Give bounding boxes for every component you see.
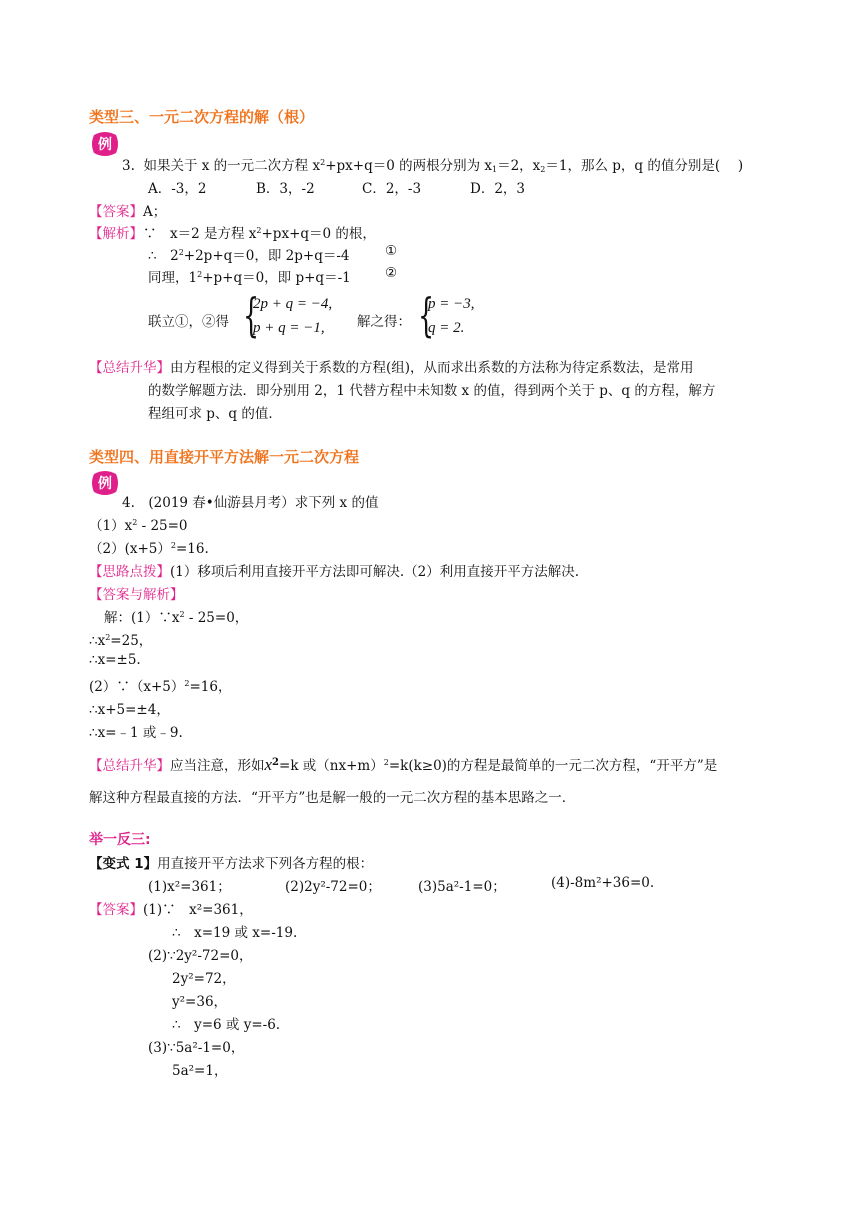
q-text-part: +px+q＝0 的两根分别为 x [325,158,492,174]
summary-tag: 【总结升华】 [89,360,170,376]
section4-summary-line-1: 【总结升华】应当注意，形如$x^2=k$ 或$(nx+m)^2=k(k\ge 0)$的方程是最简单的一元二次方程，“开平方”是 [89,755,718,774]
section3-title: 类型三、一元二次方程的解（根） [89,108,315,126]
variant-text: 用直接开平方法求下列各方程的根： [157,856,374,872]
analysis-text: +2p+q＝0，即 2p+q＝-4 [183,248,350,264]
answer-line [89,200,166,220]
eq-text: - 25=0 [137,518,188,534]
analysis-line-2: ∴ $2^2+2p+q=0$，即 2p+q＝-4 [148,248,350,264]
practice-answer-line-3: (2)∵2y²-72=0， [148,948,253,964]
solution-text: (2）∵（x+5） [89,679,185,695]
solution-line-1: 解：$(1)\because x^2 - 25=0$， [104,610,249,626]
answer-value: A； [143,204,167,220]
variant-tag: 【变式 1】 [89,856,158,872]
analysis-line-3: 同理，$1^2+p+q=0$，即 p+q＝-1 [148,270,351,286]
hint-line [89,560,579,580]
hint-tag: 【思路点拨】 [89,564,170,580]
eq-text: （2）(x+5） [89,541,171,557]
example-badge-icon [90,470,120,496]
practice-answer-line-4: 2y²=72， [172,971,236,987]
analysis-text: ∴ 2 [148,248,179,264]
analysis-text: ∵ x＝2 是方程 x [143,226,257,242]
question-3: 3. 如果关于 x 的一元二次方程 $x^2+px+q=0$ 的两根分别为 $x_1=2$，$x_2=1$，那么 p，q 的值分别是( ) [122,158,744,174]
solution-line-4: $(2)\because(x+5)^2=16$， [89,679,232,695]
analysis-text: +px+q＝0 的根， [261,226,376,242]
svg-text:例: 例 [98,137,112,153]
variant-item-4: (4)-8m²+36=0. [551,875,655,891]
analysis-tag: 【解析】 [89,226,143,242]
solution-text: - 25=0， [184,610,249,626]
equation-1: $(1)x^2 - 25=0$ [89,518,188,534]
summary-text: =k 或（nx+m） [279,758,384,774]
eq-text: =16. [175,541,209,557]
practice-answer-line-2: ∴ x=19 或 x=-19. [172,925,298,941]
solution-text: =16， [189,679,232,695]
variant-item-1: (1)x²=361； [148,879,231,895]
analysis-line-1: 【解析】∵ x＝2 是方程 $x^2+px+q=0$ 的根， [89,226,376,242]
practice-answer-line-5: y²=36， [172,994,228,1010]
answer-text: (1)∵ x²=361， [143,902,253,918]
practice-answer-line-6: ∴ y=6 或 y=-6. [172,1017,281,1033]
system-lead: 联立①，②得 [148,314,229,330]
svg-text:例: 例 [98,476,112,492]
option-b: B．3，-2 [256,181,315,197]
summary-line-2: 的数学解题方法．即分别用 2，1 代替方程中未知数 x 的值，得到两个关于 p、q 的方程，解方 [148,383,716,399]
brace-icon: { [243,288,260,342]
circle-marker-1: ① [385,243,398,259]
brace-icon: { [418,288,435,342]
system2-row1: p = −3, [428,296,475,312]
eq-text: （1）x [89,518,133,534]
analysis-text: +p+q＝0，即 p+q＝-1 [202,270,351,286]
variant-item-3: (3)5a²-1=0； [418,879,506,895]
q-text-part: ＝2，x [497,158,541,174]
system1-row2: p + q = −1, [253,320,325,336]
solution-line-2: $\therefore x^2=25$， [89,633,153,649]
option-a: A．-3，2 [148,181,207,197]
practice-title: 举一反三: [89,832,151,848]
solution-line-5: ∴x+5=±4， [89,702,170,718]
section4-summary-line-2: 解这种方程最直接的方法．“开平方”也是解一般的一元二次方程的基本思路之一． [89,790,576,806]
option-d: D．2，3 [470,181,526,197]
system2-row2: q = 2. [428,320,465,336]
solution-text: =25， [110,633,153,649]
x-squared-symbol: x [264,755,273,774]
solve-lead: 解之得： [357,314,411,330]
question-4: 4. (2019 春•仙游县月考）求下列 x 的值 [122,495,379,511]
option-c: C．2，-3 [362,181,422,197]
variant-line [89,852,373,872]
solution-text: ∴x [89,633,106,649]
solution-line-3: ∴x=±5. [89,652,141,668]
section4-title: 类型四、用直接开平方法解一元二次方程 [89,448,360,466]
variant-item-2: (2)2y²-72=0； [285,879,381,895]
answer-analysis-tag: 【答案与解析】 [89,587,184,603]
summary-line-1 [89,356,694,376]
analysis-text: 同理，1 [148,270,198,286]
solution-line-6: ∴x=﹣1 或﹣9. [89,725,183,741]
summary-line-3: 程组可求 p、q 的值． [148,406,282,422]
answer-tag: 【答案】 [89,204,143,220]
q-text-part: ＝1，那么 p，q 的值分别是( ) [545,158,744,174]
question-number: 3. [122,158,135,174]
answer-tag: 【答案】 [89,902,143,918]
system1-row1: 2p + q = −4, [253,296,333,312]
practice-answer-line-7: (3)∵5a²-1=0， [148,1040,245,1056]
summary-text: =k(k≥0)的方程是最简单的一元二次方程，“开平方”是 [388,758,718,774]
summary-tag: 【总结升华】 [89,758,170,774]
practice-answer-line-8: 5a²=1， [172,1063,228,1079]
example-badge-icon [90,131,120,157]
summary-text: 由方程根的定义得到关于系数的方程(组)，从而求出系数的方法称为待定系数法，是常用 [170,360,694,376]
circle-marker-2: ② [385,265,398,281]
solution-text: 解：(1）∵x [104,610,180,626]
q-text-part: 如果关于 x 的一元二次方程 x [143,158,321,174]
practice-answer-line-1 [89,898,253,918]
summary-text: 应当注意，形如 [170,758,265,774]
equation-2: （2）(x+5）$^2$=16. [89,541,209,557]
hint-text: (1）移项后利用直接开平方法即可解决.（2）利用直接开平方法解决. [170,564,580,580]
